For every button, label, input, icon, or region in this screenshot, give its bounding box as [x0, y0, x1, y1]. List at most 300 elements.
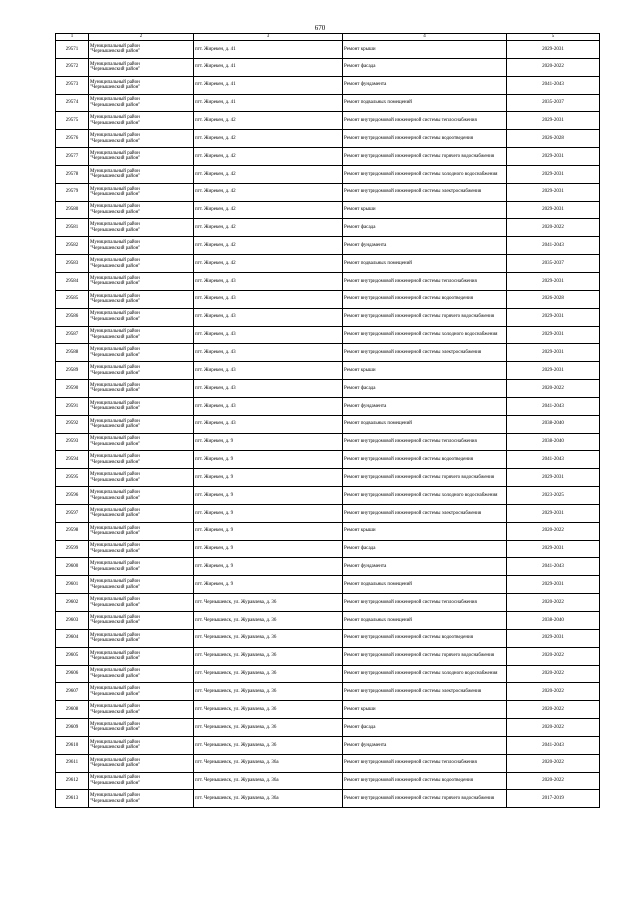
- period-cell: 2029-2031: [507, 165, 600, 183]
- district-cell: [89, 504, 194, 522]
- work-type-cell: Ремонт подвальных помещений: [343, 94, 507, 112]
- address-cell: пгт. Жирекен, д. 41: [194, 94, 343, 112]
- work-type-cell: Ремонт фасада: [343, 719, 507, 737]
- work-type-cell: Ремонт внутридомовой инженерной системы холодного водоснабжения: [343, 326, 507, 344]
- address-cell: пгт. Жирекен, д. 43: [194, 344, 343, 362]
- period-cell: 2020-2022: [507, 701, 600, 719]
- period-cell: 2023-2025: [507, 487, 600, 505]
- address-cell: пгт. Жирекен, д. 43: [194, 272, 343, 290]
- district-line-1: Муниципальный район: [90, 650, 140, 656]
- work-type-cell: Ремонт внутридомовой инженерной системы водоотведения: [343, 451, 507, 469]
- district-cell: [89, 647, 194, 665]
- period-cell: 2026-2028: [507, 130, 600, 148]
- district-line-1: Муниципальный район: [90, 43, 140, 49]
- district-line-1: Муниципальный район: [90, 186, 140, 192]
- district-line-1: Муниципальный район: [90, 347, 140, 353]
- work-type-cell: Ремонт внутридомовой инженерной системы теплоснабжения: [343, 754, 507, 772]
- period-cell: 2041-2043: [507, 397, 600, 415]
- district-cell: [89, 612, 194, 630]
- district-line-1: Муниципальный район: [90, 614, 140, 620]
- period-cell: 2020-2022: [507, 647, 600, 665]
- work-type-cell: Ремонт внутридомовой инженерной системы водоотведения: [343, 629, 507, 647]
- period-cell: 2020-2022: [507, 772, 600, 790]
- period-cell: 2029-2031: [507, 362, 600, 380]
- district-line-2: "Чернышевский район": [90, 388, 141, 394]
- district-line-1: Муниципальный район: [90, 472, 140, 478]
- row-number-cell: 29611: [56, 754, 89, 772]
- district-cell: [89, 148, 194, 166]
- district-line-1: Муниципальный район: [90, 668, 140, 674]
- table-row: [56, 41, 600, 59]
- district-line-2: "Чернышевский район": [90, 691, 141, 697]
- work-type-cell: Ремонт крыши: [343, 362, 507, 380]
- table-row: [56, 290, 600, 308]
- column-header-3: 3: [194, 34, 343, 41]
- district-line-2: "Чернышевский район": [90, 656, 141, 662]
- district-line-2: "Чернышевский район": [90, 673, 141, 679]
- table-row: [56, 148, 600, 166]
- table-row: [56, 594, 600, 612]
- row-number-cell: 29582: [56, 237, 89, 255]
- address-cell: пгт. Жирекен, д. 43: [194, 290, 343, 308]
- address-cell: пгт. Чернышевск, ул. Журавлева, д. 36: [194, 594, 343, 612]
- district-line-2: "Чернышевский район": [90, 138, 141, 144]
- table-row: [56, 790, 600, 808]
- row-number-cell: 29573: [56, 76, 89, 94]
- district-line-1: Муниципальный район: [90, 632, 140, 638]
- address-cell: пгт. Жирекен, д. 42: [194, 165, 343, 183]
- address-cell: пгт. Жирекен, д. 9: [194, 522, 343, 540]
- period-cell: 2029-2031: [507, 540, 600, 558]
- address-cell: пгт. Чернышевск, ул. Журавлева, д. 36: [194, 736, 343, 754]
- district-line-1: Муниципальный район: [90, 561, 140, 567]
- repair-schedule-table: [55, 33, 600, 808]
- column-header-4: 4: [343, 34, 507, 41]
- period-cell: 2029-2031: [507, 469, 600, 487]
- period-cell: 2029-2031: [507, 504, 600, 522]
- district-line-2: "Чернышевский район": [90, 263, 141, 269]
- district-cell: [89, 219, 194, 237]
- row-number-cell: 29575: [56, 112, 89, 130]
- period-cell: 2020-2022: [507, 380, 600, 398]
- work-type-cell: Ремонт внутридомовой инженерной системы электроснабжения: [343, 504, 507, 522]
- period-cell: 2038-2040: [507, 433, 600, 451]
- address-cell: пгт. Чернышевск, ул. Журавлева, д. 36: [194, 701, 343, 719]
- period-cell: 2041-2043: [507, 237, 600, 255]
- row-number-cell: 29577: [56, 148, 89, 166]
- table-row: [56, 255, 600, 273]
- district-line-2: "Чернышевский район": [90, 406, 141, 412]
- district-cell: [89, 665, 194, 683]
- work-type-cell: Ремонт внутридомовой инженерной системы теплоснабжения: [343, 594, 507, 612]
- district-line-2: "Чернышевский район": [90, 584, 141, 590]
- row-number-cell: 29585: [56, 290, 89, 308]
- district-line-1: Муниципальный район: [90, 150, 140, 156]
- address-cell: пгт. Чернышевск, ул. Журавлева, д. 36: [194, 612, 343, 630]
- district-line-1: Муниципальный район: [90, 454, 140, 460]
- district-cell: [89, 380, 194, 398]
- district-line-1: Муниципальный район: [90, 240, 140, 246]
- district-line-1: Муниципальный район: [90, 365, 140, 371]
- address-cell: пгт. Чернышевск, ул. Журавлева, д. 36: [194, 629, 343, 647]
- district-line-2: "Чернышевский район": [90, 67, 141, 73]
- row-number-cell: 29578: [56, 165, 89, 183]
- district-line-1: Муниципальный район: [90, 293, 140, 299]
- row-number-cell: 29587: [56, 326, 89, 344]
- district-line-1: Муниципальный район: [90, 418, 140, 424]
- district-line-1: Муниципальный район: [90, 775, 140, 781]
- address-cell: пгт. Жирекен, д. 9: [194, 576, 343, 594]
- district-line-1: Муниципальный район: [90, 525, 140, 531]
- table-row: [56, 754, 600, 772]
- table-row: [56, 94, 600, 112]
- work-type-cell: Ремонт фундамента: [343, 558, 507, 576]
- district-cell: [89, 594, 194, 612]
- district-line-1: Муниципальный район: [90, 793, 140, 799]
- address-cell: пгт. Жирекен, д. 43: [194, 415, 343, 433]
- district-line-2: "Чернышевский район": [90, 424, 141, 430]
- address-cell: пгт. Жирекен, д. 42: [194, 130, 343, 148]
- address-cell: пгт. Жирекен, д. 41: [194, 76, 343, 94]
- row-number-cell: 29571: [56, 41, 89, 59]
- district-cell: [89, 362, 194, 380]
- work-type-cell: Ремонт внутридомовой инженерной системы электроснабжения: [343, 344, 507, 362]
- district-line-1: Муниципальный район: [90, 222, 140, 228]
- district-line-2: "Чернышевский район": [90, 317, 141, 323]
- row-number-cell: 29606: [56, 665, 89, 683]
- district-cell: [89, 540, 194, 558]
- work-type-cell: Ремонт подвальных помещений: [343, 576, 507, 594]
- table-row: [56, 576, 600, 594]
- table-row: [56, 362, 600, 380]
- period-cell: 2029-2031: [507, 112, 600, 130]
- table-row: [56, 629, 600, 647]
- district-line-1: Муниципальный район: [90, 257, 140, 263]
- district-cell: [89, 58, 194, 76]
- period-cell: 2020-2022: [507, 594, 600, 612]
- address-cell: пгт. Жирекен, д. 43: [194, 326, 343, 344]
- period-cell: 2029-2031: [507, 344, 600, 362]
- district-cell: [89, 433, 194, 451]
- table-row: [56, 58, 600, 76]
- row-number-cell: 29607: [56, 683, 89, 701]
- row-number-cell: 29593: [56, 433, 89, 451]
- address-cell: пгт. Чернышевск, ул. Журавлева, д. 36: [194, 647, 343, 665]
- district-line-1: Муниципальный район: [90, 382, 140, 388]
- period-cell: 2020-2022: [507, 58, 600, 76]
- district-line-2: "Чернышевский район": [90, 227, 141, 233]
- district-cell: [89, 629, 194, 647]
- row-number-cell: 29600: [56, 558, 89, 576]
- address-cell: пгт. Чернышевск, ул. Журавлева, д. 36: [194, 719, 343, 737]
- work-type-cell: Ремонт внутридомовой инженерной системы горячего водоснабжения: [343, 308, 507, 326]
- period-cell: 2029-2031: [507, 41, 600, 59]
- table-row: [56, 683, 600, 701]
- district-line-1: Муниципальный район: [90, 133, 140, 139]
- row-number-cell: 29583: [56, 255, 89, 273]
- work-type-cell: Ремонт внутридомовой инженерной системы теплоснабжения: [343, 272, 507, 290]
- district-line-2: "Чернышевский район": [90, 531, 141, 537]
- work-type-cell: Ремонт фундамента: [343, 736, 507, 754]
- district-line-1: Муниципальный район: [90, 311, 140, 317]
- district-cell: [89, 290, 194, 308]
- address-cell: пгт. Жирекен, д. 42: [194, 255, 343, 273]
- row-number-cell: 29595: [56, 469, 89, 487]
- row-number-cell: 29609: [56, 719, 89, 737]
- table-row: [56, 487, 600, 505]
- row-number-cell: 29590: [56, 380, 89, 398]
- table-row: [56, 201, 600, 219]
- work-type-cell: Ремонт подвальных помещений: [343, 255, 507, 273]
- district-cell: [89, 308, 194, 326]
- address-cell: пгт. Жирекен, д. 9: [194, 469, 343, 487]
- period-cell: 2020-2022: [507, 522, 600, 540]
- district-cell: [89, 41, 194, 59]
- work-type-cell: Ремонт внутридомовой инженерной системы горячего водоснабжения: [343, 469, 507, 487]
- table-row: [56, 772, 600, 790]
- period-cell: 2038-2040: [507, 612, 600, 630]
- district-line-2: "Чернышевский район": [90, 495, 141, 501]
- district-line-2: "Чернышевский район": [90, 459, 141, 465]
- district-cell: [89, 790, 194, 808]
- address-cell: пгт. Жирекен, д. 41: [194, 41, 343, 59]
- work-type-cell: Ремонт крыши: [343, 522, 507, 540]
- district-line-2: "Чернышевский район": [90, 763, 141, 769]
- district-line-1: Муниципальный район: [90, 507, 140, 513]
- district-line-2: "Чернышевский район": [90, 352, 141, 358]
- address-cell: пгт. Жирекен, д. 42: [194, 112, 343, 130]
- period-cell: 2020-2022: [507, 719, 600, 737]
- work-type-cell: Ремонт внутридомовой инженерной системы холодного водоснабжения: [343, 487, 507, 505]
- period-cell: 2026-2028: [507, 290, 600, 308]
- period-cell: 2029-2031: [507, 326, 600, 344]
- district-line-1: Муниципальный район: [90, 61, 140, 67]
- work-type-cell: Ремонт внутридомовой инженерной системы холодного водоснабжения: [343, 165, 507, 183]
- district-line-2: "Чернышевский район": [90, 727, 141, 733]
- district-line-2: "Чернышевский район": [90, 192, 141, 198]
- work-type-cell: Ремонт крыши: [343, 701, 507, 719]
- district-line-2: "Чернышевский район": [90, 299, 141, 305]
- row-number-cell: 29584: [56, 272, 89, 290]
- address-cell: пгт. Жирекен, д. 9: [194, 487, 343, 505]
- district-line-2: "Чернышевский район": [90, 245, 141, 251]
- row-number-cell: 29572: [56, 58, 89, 76]
- work-type-cell: Ремонт внутридомовой инженерной системы электроснабжения: [343, 683, 507, 701]
- table-row: [56, 665, 600, 683]
- page-number: 670: [314, 24, 326, 32]
- row-number-cell: 29596: [56, 487, 89, 505]
- period-cell: 2020-2022: [507, 683, 600, 701]
- row-number-cell: 29602: [56, 594, 89, 612]
- district-cell: [89, 469, 194, 487]
- address-cell: пгт. Жирекен, д. 9: [194, 451, 343, 469]
- period-cell: 2041-2043: [507, 76, 600, 94]
- period-cell: 2020-2022: [507, 665, 600, 683]
- column-header-2: 2: [89, 34, 194, 41]
- work-type-cell: Ремонт внутридомовой инженерной системы теплоснабжения: [343, 112, 507, 130]
- district-cell: [89, 683, 194, 701]
- work-type-cell: Ремонт фасада: [343, 219, 507, 237]
- district-line-1: Муниципальный район: [90, 436, 140, 442]
- district-line-1: Муниципальный район: [90, 115, 140, 121]
- district-line-1: Муниципальный район: [90, 79, 140, 85]
- period-cell: 2041-2043: [507, 558, 600, 576]
- district-cell: [89, 165, 194, 183]
- table-row: [56, 522, 600, 540]
- district-cell: [89, 94, 194, 112]
- table-row: [56, 719, 600, 737]
- work-type-cell: Ремонт внутридомовой инженерной системы горячего водоснабжения: [343, 790, 507, 808]
- district-cell: [89, 558, 194, 576]
- row-number-cell: 29581: [56, 219, 89, 237]
- table-header-row: [56, 34, 600, 41]
- row-number-cell: 29574: [56, 94, 89, 112]
- district-line-1: Муниципальный район: [90, 596, 140, 602]
- district-cell: [89, 201, 194, 219]
- work-type-cell: Ремонт фундамента: [343, 76, 507, 94]
- district-line-2: "Чернышевский район": [90, 602, 141, 608]
- table-row: [56, 112, 600, 130]
- period-cell: 2035-2037: [507, 255, 600, 273]
- address-cell: пгт. Жирекен, д. 41: [194, 58, 343, 76]
- table-row: [56, 701, 600, 719]
- district-line-2: "Чернышевский район": [90, 781, 141, 787]
- row-number-cell: 29598: [56, 522, 89, 540]
- address-cell: пгт. Жирекен, д. 43: [194, 380, 343, 398]
- district-cell: [89, 451, 194, 469]
- district-line-1: Муниципальный район: [90, 489, 140, 495]
- table-row: [56, 272, 600, 290]
- address-cell: пгт. Жирекен, д. 9: [194, 558, 343, 576]
- district-line-2: "Чернышевский район": [90, 120, 141, 126]
- work-type-cell: Ремонт внутридомовой инженерной системы теплоснабжения: [343, 433, 507, 451]
- table-row: [56, 504, 600, 522]
- table-row: [56, 380, 600, 398]
- row-number-cell: 29610: [56, 736, 89, 754]
- district-cell: [89, 344, 194, 362]
- period-cell: 2029-2031: [507, 148, 600, 166]
- table-row: [56, 130, 600, 148]
- table-row: [56, 540, 600, 558]
- table-row: [56, 736, 600, 754]
- row-number-cell: 29597: [56, 504, 89, 522]
- district-line-2: "Чернышевский район": [90, 745, 141, 751]
- district-cell: [89, 397, 194, 415]
- district-line-1: Муниципальный район: [90, 329, 140, 335]
- row-number-cell: 29604: [56, 629, 89, 647]
- row-number-cell: 29586: [56, 308, 89, 326]
- row-number-cell: 29591: [56, 397, 89, 415]
- table-row: [56, 76, 600, 94]
- work-type-cell: Ремонт внутридомовой инженерной системы водоотведения: [343, 130, 507, 148]
- table-row: [56, 326, 600, 344]
- table-row: [56, 165, 600, 183]
- district-cell: [89, 772, 194, 790]
- row-number-cell: 29601: [56, 576, 89, 594]
- period-cell: 2035-2037: [507, 94, 600, 112]
- period-cell: 2029-2031: [507, 629, 600, 647]
- work-type-cell: Ремонт фасада: [343, 58, 507, 76]
- district-line-2: "Чернышевский район": [90, 620, 141, 626]
- district-line-1: Муниципальный район: [90, 275, 140, 281]
- row-number-cell: 29579: [56, 183, 89, 201]
- district-line-1: Муниципальный район: [90, 400, 140, 406]
- district-cell: [89, 701, 194, 719]
- table-row: [56, 415, 600, 433]
- district-line-1: Муниципальный район: [90, 704, 140, 710]
- district-line-1: Муниципальный район: [90, 721, 140, 727]
- table-body: [56, 41, 600, 808]
- address-cell: пгт. Чернышевск, ул. Журавлева, д. 36: [194, 665, 343, 683]
- district-line-1: Муниципальный район: [90, 543, 140, 549]
- work-type-cell: Ремонт внутридомовой инженерной системы холодного водоснабжения: [343, 665, 507, 683]
- row-number-cell: 29605: [56, 647, 89, 665]
- work-type-cell: Ремонт внутридомовой инженерной системы горячего водоснабжения: [343, 647, 507, 665]
- row-number-cell: 29589: [56, 362, 89, 380]
- table-row: [56, 308, 600, 326]
- district-line-1: Муниципальный район: [90, 168, 140, 174]
- period-cell: 2020-2022: [507, 754, 600, 772]
- period-cell: 2038-2040: [507, 415, 600, 433]
- district-line-2: "Чернышевский район": [90, 638, 141, 644]
- district-cell: [89, 522, 194, 540]
- address-cell: пгт. Жирекен, д. 42: [194, 219, 343, 237]
- work-type-cell: Ремонт внутридомовой инженерной системы водоотведения: [343, 290, 507, 308]
- period-cell: 2020-2022: [507, 219, 600, 237]
- table-row: [56, 612, 600, 630]
- district-line-2: "Чернышевский район": [90, 441, 141, 447]
- district-line-2: "Чернышевский район": [90, 549, 141, 555]
- row-number-cell: 29612: [56, 772, 89, 790]
- address-cell: пгт. Жирекен, д. 9: [194, 504, 343, 522]
- work-type-cell: Ремонт внутридомовой инженерной системы электроснабжения: [343, 183, 507, 201]
- work-type-cell: Ремонт подвальных помещений: [343, 612, 507, 630]
- work-type-cell: Ремонт внутридомовой инженерной системы горячего водоснабжения: [343, 148, 507, 166]
- district-line-1: Муниципальный район: [90, 204, 140, 210]
- table-row: [56, 397, 600, 415]
- period-cell: 2017-2019: [507, 790, 600, 808]
- address-cell: пгт. Жирекен, д. 42: [194, 183, 343, 201]
- work-type-cell: Ремонт фундамента: [343, 237, 507, 255]
- district-line-2: "Чернышевский район": [90, 334, 141, 340]
- table-row: [56, 344, 600, 362]
- district-line-2: "Чернышевский район": [90, 513, 141, 519]
- work-type-cell: Ремонт фундамента: [343, 397, 507, 415]
- address-cell: пгт. Жирекен, д. 43: [194, 397, 343, 415]
- district-line-1: Муниципальный район: [90, 757, 140, 763]
- district-cell: [89, 255, 194, 273]
- period-cell: 2029-2031: [507, 183, 600, 201]
- district-line-2: "Чернышевский район": [90, 174, 141, 180]
- period-cell: 2029-2031: [507, 201, 600, 219]
- district-cell: [89, 237, 194, 255]
- row-number-cell: 29576: [56, 130, 89, 148]
- district-line-2: "Чернышевский район": [90, 49, 141, 55]
- district-cell: [89, 183, 194, 201]
- district-line-1: Муниципальный район: [90, 97, 140, 103]
- row-number-cell: 29588: [56, 344, 89, 362]
- column-header-1: 1: [56, 34, 89, 41]
- table-row: [56, 469, 600, 487]
- table-row: [56, 237, 600, 255]
- row-number-cell: 29613: [56, 790, 89, 808]
- district-line-2: "Чернышевский район": [90, 709, 141, 715]
- table-row: [56, 433, 600, 451]
- period-cell: 2029-2031: [507, 576, 600, 594]
- district-line-1: Муниципальный район: [90, 739, 140, 745]
- table-row: [56, 183, 600, 201]
- row-number-cell: 29599: [56, 540, 89, 558]
